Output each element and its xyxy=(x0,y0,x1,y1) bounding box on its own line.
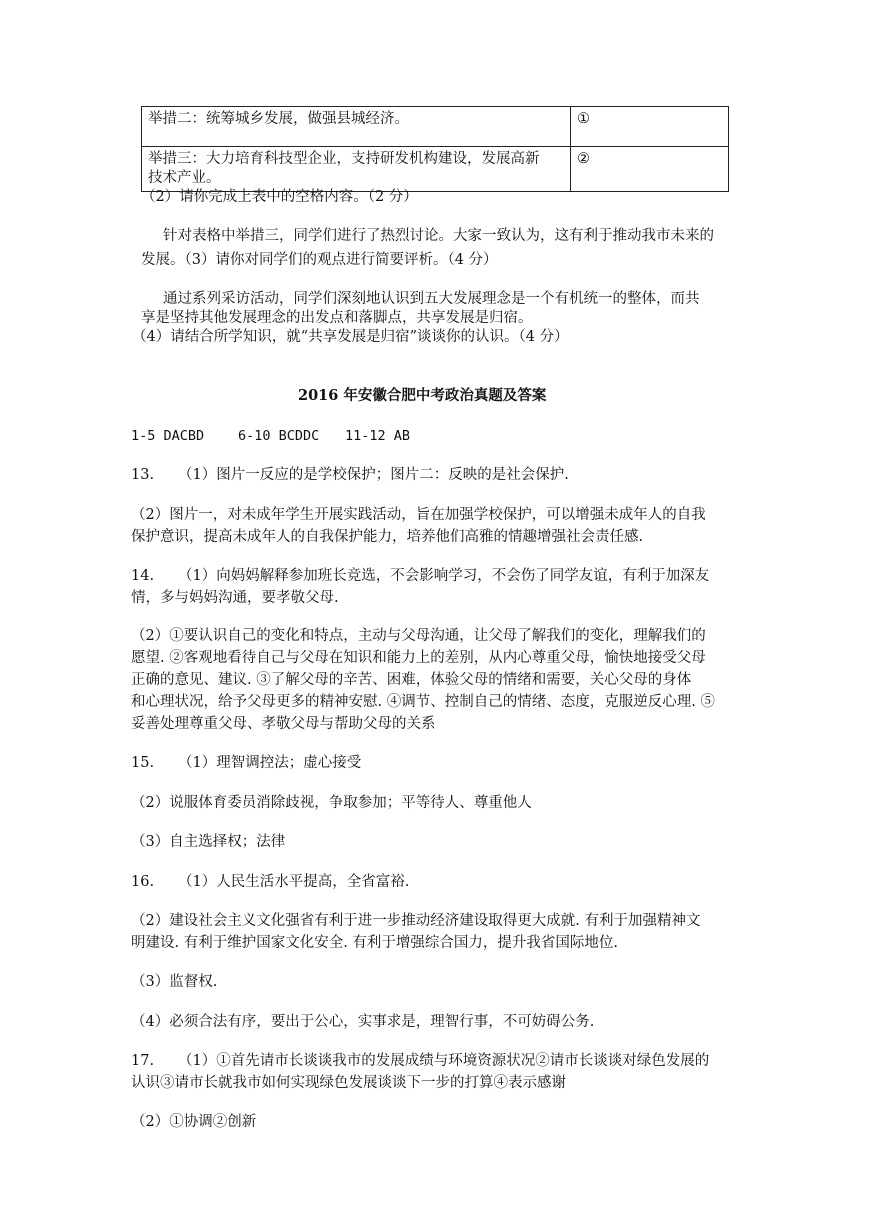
answer-text: 妥善处理尊重父母、孝敬父母与帮助父母的关系 xyxy=(131,716,436,732)
table-cell-measure xyxy=(142,147,571,192)
answer-text: （1）向妈妈解释参加班长竞选，不会影响学习，不会伤了同学友谊，有利于加深友 xyxy=(178,568,710,584)
answer-text: （3）监督权. xyxy=(131,974,218,990)
answer-number: 16. xyxy=(131,874,155,890)
answer-text: （2）①协调②创新 xyxy=(131,1114,257,1130)
table-cell-measure: 举措二：统筹城乡发展，做强县城经济。 xyxy=(142,107,571,147)
answer-text: 明建设. 有利于维护国家文化安全. 有利于增强综合国力，提升我省国际地位. xyxy=(131,935,619,951)
mc-answers-1: 1-5 DACBD xyxy=(131,428,205,444)
answer-number: 17. xyxy=(131,1053,155,1069)
answer-number: 13. xyxy=(131,467,155,483)
table-cell-blank: ① xyxy=(571,107,729,147)
paragraph-line: 针对表格中举措三，同学们进行了热烈讨论。大家一致认为，这有利于推动我市未来的 xyxy=(163,228,714,244)
answer-number: 14. xyxy=(131,568,155,584)
paragraph-line: （4）请结合所学知识，就“共享发展是归宿”谈谈你的认识。（4 分） xyxy=(132,329,569,345)
question-2: （2）请你完成上表中的空格内容。（2 分） xyxy=(141,189,418,205)
cell-line: 举措三：大力培育科技型企业，支持研发机构建设，发展高新 xyxy=(148,151,540,167)
answer-text: 认识③请市长就我市如何实现绿色发展谈谈下一步的打算④表示感谢 xyxy=(131,1075,566,1091)
mc-answers-2: 6-10 BCDDC xyxy=(238,428,320,444)
answer-text: （1）理智调控法；虚心接受 xyxy=(178,755,362,771)
answer-text: （4）必须合法有序，要出于公心，实事求是，理智行事，不可妨碍公务. xyxy=(131,1014,595,1030)
mc-answers-3: 11-12 AB xyxy=(345,428,411,444)
paragraph-line: 通过系列采访活动，同学们深刻地认识到五大发展理念是一个有机统一的整体，而共 xyxy=(163,291,700,307)
answer-text: 和心理状况，给予父母更多的精神安慰. ④调节、控制自己的情绪、态度，克服逆反心理. ⑤ xyxy=(131,694,715,710)
answer-text: （2）建设社会主义文化强省有利于进一步推动经济建设取得更大成就. 有利于加强精神文 xyxy=(131,913,701,929)
answer-text: 情，多与妈妈沟通，要孝敬父母. xyxy=(131,590,339,606)
answer-number: 15. xyxy=(131,755,155,771)
answer-text: （2）说服体育委员消除歧视，争取参加；平等待人、尊重他人 xyxy=(131,795,532,811)
measures-table xyxy=(141,106,729,192)
answer-text: （2）图片一，对未成年学生开展实践活动，旨在加强学校保护，可以增强未成年人的自我 xyxy=(131,507,706,523)
answer-text: 愿望. ②客观地看待自己与父母在知识和能力上的差别，从内心尊重父母，愉快地接受父母 xyxy=(131,650,706,666)
answer-text: （1）①首先请市长谈谈我市的发展成绩与环境资源状况②请市长谈谈对绿色发展的 xyxy=(178,1053,710,1069)
answer-text: （1）图片一反应的是学校保护；图片二：反映的是社会保护. xyxy=(178,467,569,483)
answer-text: 正确的意见、建议. ③了解父母的辛苦、困难，体验父母的情绪和需要，关心父母的身体 xyxy=(131,672,692,688)
page-title: 2016 年安徽合肥中考政治真题及答案 xyxy=(298,387,547,404)
table-cell-blank: ② xyxy=(571,147,729,192)
table-row xyxy=(142,107,729,147)
answer-text: 保护意识，提高未成年人的自我保护能力，培养他们高雅的情趣增强社会责任感. xyxy=(131,529,644,545)
paragraph-line: 享是坚持其他发展理念的出发点和落脚点，共享发展是归宿。 xyxy=(141,310,533,326)
table-row xyxy=(142,147,729,192)
paragraph-line: 发展。（3）请你对同学们的观点进行简要评析。（4 分） xyxy=(141,252,498,268)
cell-line: 技术产业。 xyxy=(148,170,221,186)
answer-text: （1）人民生活水平提高，全省富裕. xyxy=(178,874,410,890)
answer-text: （2）①要认识自己的变化和特点，主动与父母沟通，让父母了解我们的变化，理解我们的 xyxy=(131,628,706,644)
answer-text: （3）自主选择权；法律 xyxy=(131,834,286,850)
